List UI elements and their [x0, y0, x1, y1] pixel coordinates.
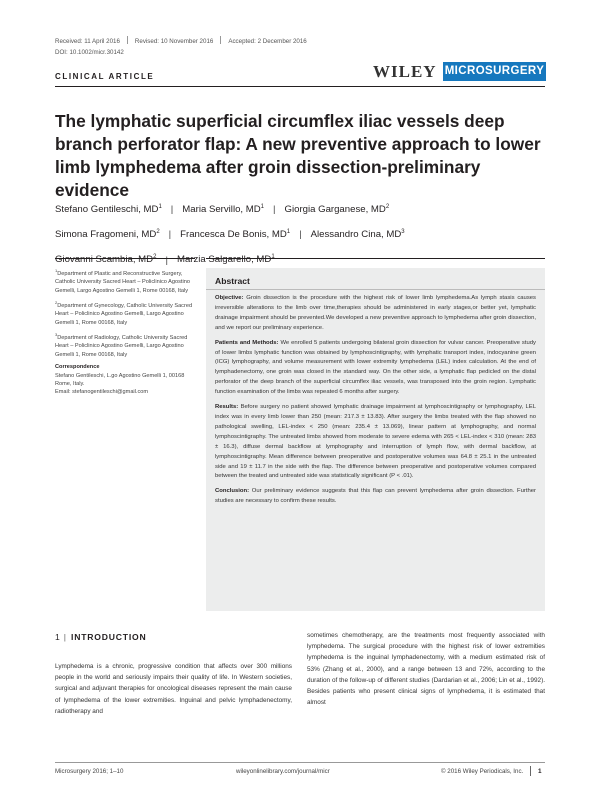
received-date: Received: 11 April 2016 — [55, 38, 120, 45]
abstract-conclusion: Conclusion: Our preliminary evidence suggests that this flap can prevent lymphedema after groin dissection. Further studies are necessary to confirm these results. — [215, 488, 537, 505]
doi-link[interactable]: DOI: 10.1002/micr.30142 — [55, 49, 124, 56]
article-type-label: CLINICAL ARTICLE — [55, 72, 155, 81]
author[interactable]: Marzia Salgarello, $MD^1$ — [176, 254, 275, 266]
article-dates — [55, 36, 307, 45]
abstract-objective: Objective: Groin dissection is the procedure with the highest risk of lower limb lymphedema.As lymph stasis causes irreversible alterations to the limb over time,therapies should be administered in early stages,or better yet, lymphatic drainage impairment should be prevented.We developed a new preventive approach to lymphedema after groin dissection, and we report our preliminary experience. — [215, 295, 536, 331]
affiliations — [55, 267, 195, 397]
affiliation-item: $^2$Department of Gynecology, Catholic University Sacred Heart – Policlinico Agostino Gemelli, Largo Agostino Gemelli 1, Rome 00168, Italy — [55, 300, 193, 326]
journal-logo: MICROSURGERY — [443, 62, 546, 81]
body-column-right: sometimes chemotherapy, are the treatments most frequently associated with lymphedema. The surgical procedure with the highest risk of lower extremities lymphedema is the inguinal lymphadenectomy, with a medium estimated risk of 53% (Zhang et al., 2000), and a range between 13 and 72%, according to the duration of the follow-up of different studies (Dardarian et al., 2006; Lin et al., 1992). Besides patients who present clinical signs of lymphedema, it is estimated that almost — [307, 632, 545, 707]
page-number: 1 — [538, 768, 542, 775]
footer-separator — [530, 766, 531, 776]
header-divider — [55, 86, 545, 87]
author[interactable]: Alessandro Cina, $MD^3$ — [310, 229, 405, 241]
author[interactable]: Francesca De Bonis, $MD^1$ — [180, 229, 291, 241]
footer-citation: Microsurgery 2016; 1–10 — [55, 768, 124, 775]
affiliation-divider — [55, 258, 195, 259]
affiliation-item: $^1$Department of Plastic and Reconstructive Surgery, Catholic University Sacred Heart – Policlinico Agostino Gemelli, Largo Agostino Gemelli 1, Rome 00168, Italy — [55, 268, 190, 294]
author[interactable]: Stefano Gentileschi, $MD^1$ — [55, 204, 162, 216]
correspondence-heading: Correspondence — [55, 364, 100, 371]
accepted-date: Accepted: 2 December 2016 — [228, 38, 307, 45]
author[interactable]: Giovanni Scambia, $MD^2$ — [55, 254, 157, 266]
article-title: The lymphatic superficial circumflex iliac vessels deep branch perforator flap: A new preventive approach to lower limb lymphedema after groin dissection-preliminary evidence — [55, 111, 541, 200]
abstract-methods: Patients and Methods: We enrolled 5 patients undergoing bilateral groin dissection for vulvar cancer. Preoperative study of lower limbs lymphatic function was obtained by lymphoscintigraphy, with lymphatic transport index, indocyanine green (ICG) lymphography, and volume measurement with lower extremity lymphedema (LEL) index calculation. At the end of lymphadenectomy, one groin was closed in the standard way. On the other side, a lymphatic flap pedicled on the distal perforator of the deep branch of the superficial circumflex iliac vessels, was transposed into the groin region. Lymphatic function examination of the limbs was repeated 6 months after surgery. — [215, 339, 536, 396]
abstract-body — [215, 294, 536, 512]
affiliation-item: $^3$Department of Radiology, Catholic University Sacred Heart – Policlinico Agostino Gemelli, Largo Agostino Gemelli 1, Rome 00168, Italy — [55, 332, 188, 358]
footer-divider — [55, 762, 545, 763]
abstract-divider — [206, 289, 545, 290]
author[interactable]: Simona Fragomeni, $MD^2$ — [55, 229, 160, 241]
abstract-results: Results: Before surgery no patient showed lymphatic drainage impairment at lymphoscintigraphy or lymphography, LEL index was in every limb lower than 250 (mean: 217.3 ± 13.83). After surgery the limbs treated with the flap showed no pathological swelling, LEL-index < 250 (mean: 235.4 ± 13.069), linear pattern at lymphography, and normal lymphoscintigraphy. The untreated limbs showed from moderate to severe edema with 265 < LEL-index < 310 (mean: 283 ± 16.3), diffuse dermal backflow at lymphography and interruption of lymph flow, with dermal backflow, at lymphoscintigraphy. Mean difference between preoperative and postoperative volumes was 64.8 ± 25.1 in the untreated side and 19 ± 11.7 in the side with the flap. The difference between preoperative and postoperative volumes compared between the treated and untreated side was statistically significant (P < .01). — [215, 404, 536, 480]
correspondence-address: Stefano Gentileschi, L.go Agostino Gemelli 1, 00168 Rome, Italy. — [55, 372, 185, 388]
author-list: Stefano Gentileschi, $MD^1$ | Maria Servillo, $MD^1$ | Giorgia Garganese, $MD^2$ Simona Fragomeni, $MD^2$ | Francesca De Bonis, $MD^1$ | Alessandro Cina, $MD^3$ Giovanni Scambia, $MD^2$ | Marzia Salgarello, $MD^1$ — [55, 196, 545, 272]
abstract-top-divider — [206, 258, 545, 259]
revised-date: Revised: 10 November 2016 — [134, 38, 214, 45]
body-column-left: Lymphedema is a chronic, progressive condition that affects over 300 millions people in the world and seriously impairs their quality of life. In Western societies, surgical and adjuvant therapies for oncological diseases represent the main cause of lymphedema of the lower extremities. Inguinal and pelvic lymphadenectomy, radiotherapy and — [55, 663, 292, 715]
author[interactable]: Maria Servillo, $MD^1$ — [182, 204, 265, 216]
author[interactable]: Giorgia Garganese, $MD^2$ — [284, 204, 390, 216]
section-heading-introduction: 1 | INTRODUCTION — [55, 632, 147, 642]
correspondence-email[interactable]: Email: stefanogentileschi@gmail.com — [55, 389, 149, 396]
footer-journal-url[interactable]: wileyonlinelibrary.com/journal/micr — [236, 768, 330, 775]
abstract-heading: Abstract — [215, 276, 250, 286]
publisher-logo: WILEY — [373, 62, 437, 81]
footer-copyright: © 2016 Wiley Periodicals, Inc. — [441, 768, 524, 775]
